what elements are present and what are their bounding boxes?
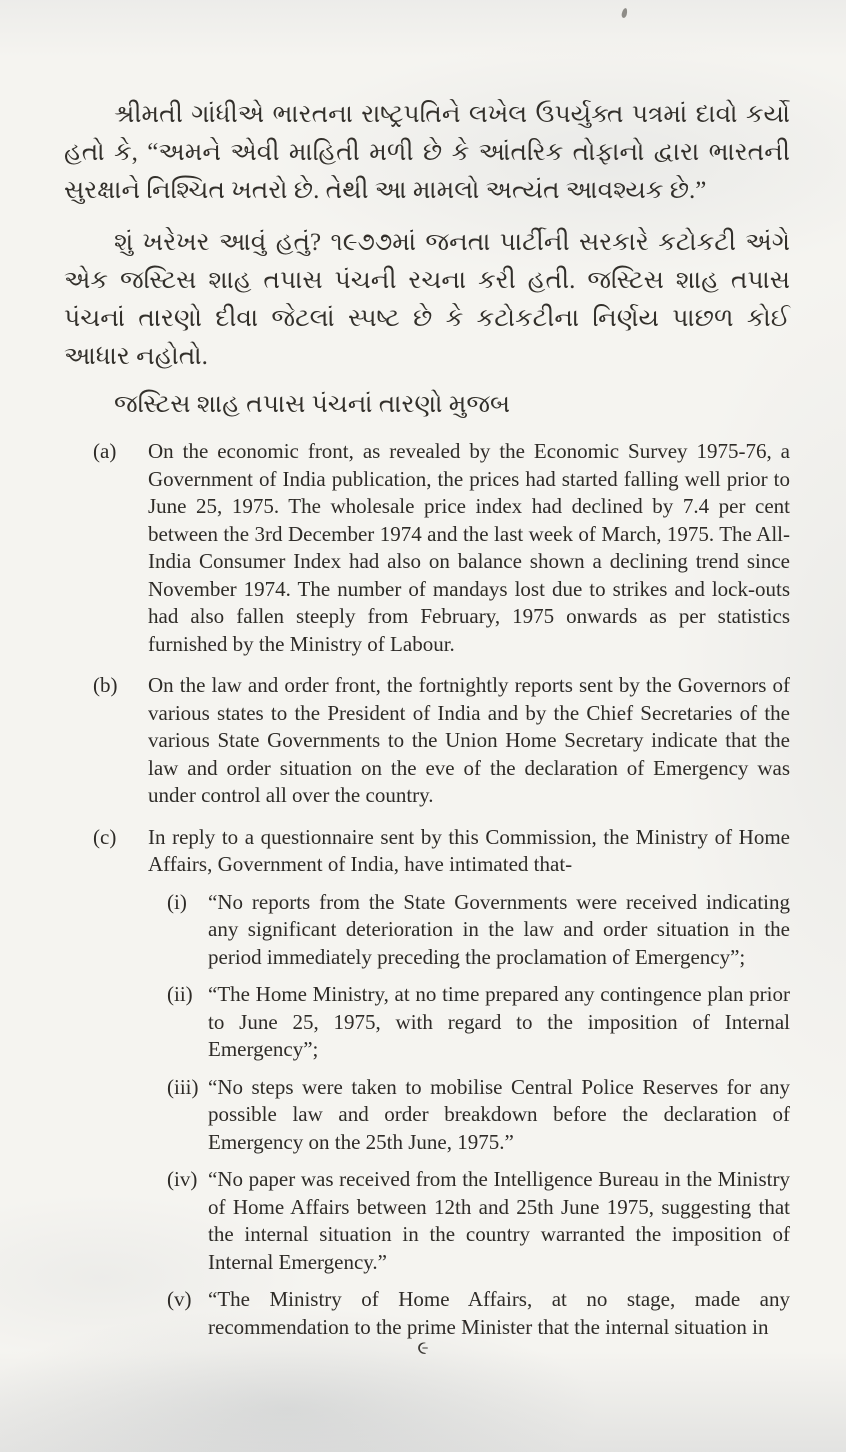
sub-finding-label: (iv): [167, 1167, 198, 1191]
sub-finding-label: (v): [167, 1287, 192, 1311]
section-heading: જસ્ટિસ શાહ તપાસ પંચનાં તારણો મુજબ: [114, 391, 511, 418]
finding-label: (b): [93, 673, 118, 697]
sub-finding-label: (iii): [167, 1074, 199, 1099]
finding-item-a: [93, 438, 790, 658]
page-content: [64, 96, 790, 1341]
finding-text: In reply to a questionnaire sent by this Commission, the Ministry of Home Affairs, Government of India, have intimated that-: [148, 824, 790, 876]
finding-label: (a): [93, 439, 117, 463]
sub-finding-label: (ii): [167, 982, 193, 1006]
page-number: ૯: [417, 1338, 429, 1359]
sub-finding-text: “The Ministry of Home Affairs, at no stage, made any recommendation to the prime Minister that the internal situation in: [208, 1287, 790, 1339]
sub-finding-item-v: [167, 1286, 790, 1341]
finding-text: On the economic front, as revealed by the Economic Survey 1975-76, a Government of India publication, the prices had started falling well prior to June 25, 1975. The wholesale price index had declined by 7.4 per cent between the 3rd December 1974 and the last week of March, 1975. The All-India Consumer Index had also on balance shown a declining trend since November 1974. The number of mandays lost due to strikes and lock-outs had also fallen steeply from February, 1975 onwards as per statistics furnished by the Ministry of Labour.: [148, 439, 790, 656]
sub-finding-item-ii: [167, 981, 790, 1064]
sub-finding-text: “The Home Ministry, at no time prepared any contingence plan prior to June 25, 1975, with regard to the imposition of Internal Emergency”;: [208, 982, 790, 1061]
finding-item-b: [93, 672, 790, 810]
scan-speck: [621, 8, 628, 19]
sub-finding-label: (i): [167, 889, 187, 914]
gujarati-paragraph-1: શ્રીમતી ગાંધીએ ભારતના રાષ્ટ્રપતિને લખેલ ઉપર્યુક્ત પત્રમાં દાવો કર્યો હતો કે, “અમને એવી માહિતી મળી છે કે આંતરિક તોફાનો દ્વારા ભારતની સુરક્ષાને નિશ્ચિત ખતરો છે. તેથી આ મામલો અત્યંત આવશ્યક છે.”: [64, 101, 790, 204]
sub-finding-item-iii: [167, 1074, 790, 1157]
finding-item-c: [93, 824, 790, 1342]
sub-finding-item-i: [167, 889, 790, 972]
sub-finding-text: “No reports from the State Governments were received indicating any significant deterioration in the law and order situation in the period immediately preceding the proclamation of Emergency”;: [208, 889, 790, 969]
gujarati-paragraph-2: શું ખરેખર આવું હતું? ૧૯૭૭માં જનતા પાર્ટીની સરકારે કટોકટી અંગે એક જસ્ટિસ શાહ તપાસ પંચની રચના કરી હતી. જસ્ટિસ શાહ તપાસ પંચનાં તારણો દીવા જેટલાં સ્પષ્ટ છે કે કટોકટીના નિર્ણય પાછળ કોઈ આધાર નહોતો.: [64, 229, 790, 370]
findings-list: [93, 438, 790, 1341]
sub-finding-item-iv: [167, 1166, 790, 1276]
sub-finding-text: “No paper was received from the Intelligence Bureau in the Ministry of Home Affairs between 12th and 25th June 1975, suggesting that the internal situation in the country warranted the imposition of Internal Emergency.”: [208, 1167, 790, 1274]
sub-finding-text: “No steps were taken to mobilise Central Police Reserves for any possible law and order breakdown before the declaration of Emergency on the 25th June, 1975.”: [208, 1074, 790, 1154]
finding-label: (c): [93, 824, 117, 849]
finding-text: On the law and order front, the fortnightly reports sent by the Governors of various states to the President of India and by the Chief Secretaries of the various State Governments to the Union Home Secretary indicate that the law and order situation on the eve of the declaration of Emergency was under control all over the country.: [148, 673, 790, 807]
finding-body: [148, 824, 790, 1342]
sub-findings-list: [167, 889, 790, 1342]
